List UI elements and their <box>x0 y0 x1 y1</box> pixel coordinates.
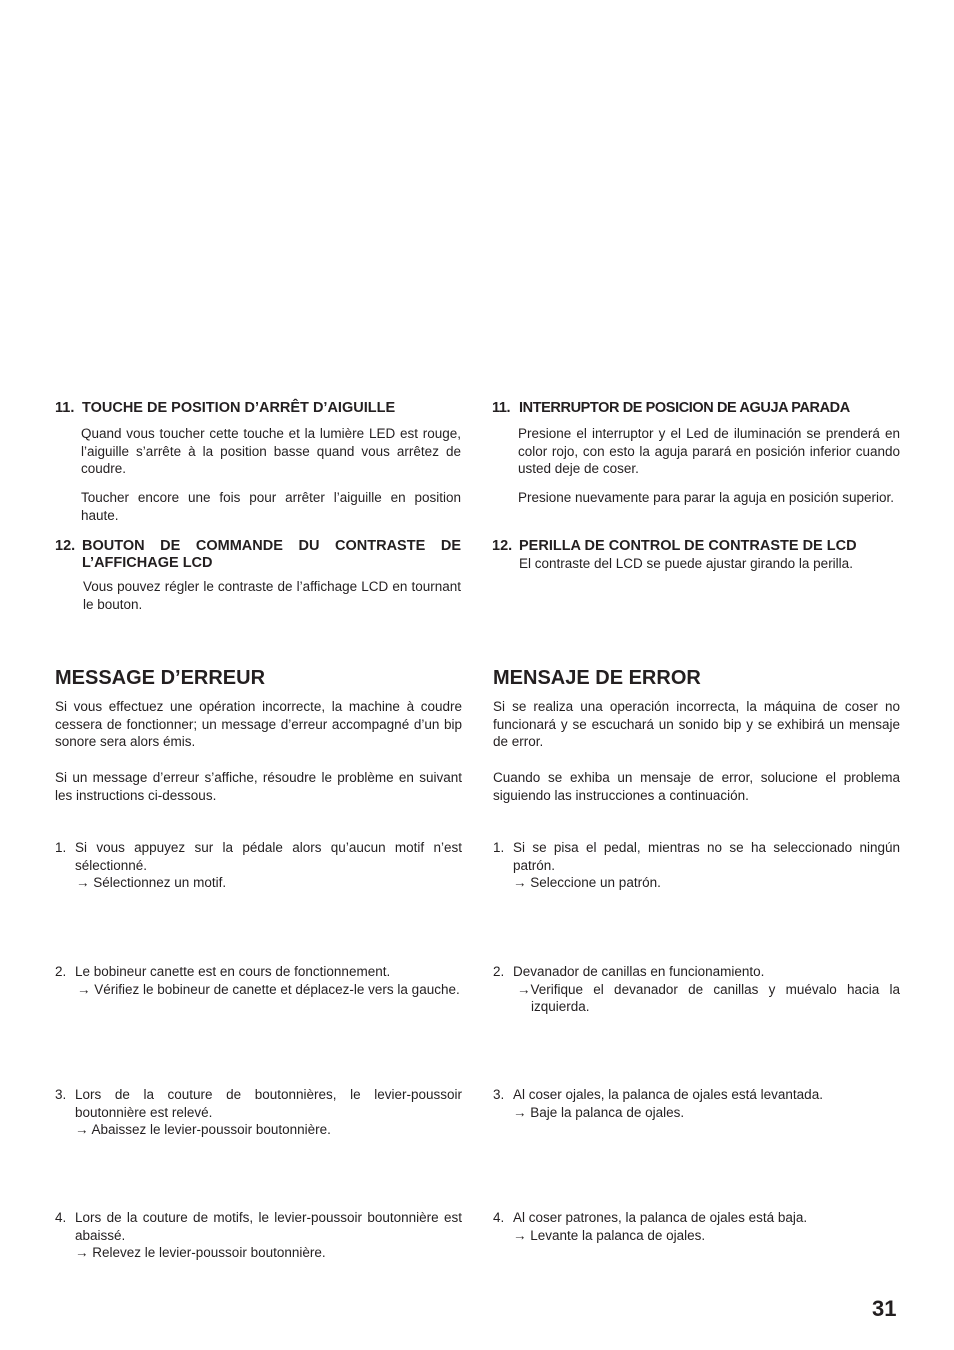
fr-s11-title: TOUCHE DE POSITION D’ARRÊT D’AIGUILLE <box>82 400 396 416</box>
fr-s12-heading <box>55 538 461 572</box>
page-number: 31 <box>872 1296 897 1321</box>
fr-error-item-3 <box>55 1086 462 1139</box>
fr-item-3-action: → Abaissez le levier-poussoir boutonnière. <box>75 1122 331 1137</box>
es-error-item-1 <box>493 839 900 892</box>
es-item-1-text: Si se pisa el pedal, mientras no se ha seleccionado ningún patrón. <box>513 840 900 873</box>
fr-item-2-number: 2. <box>55 964 67 979</box>
es-item-1-number: 1. <box>493 840 505 855</box>
es-error-item-4 <box>493 1209 900 1244</box>
es-item-2-number: 2. <box>493 964 505 979</box>
fr-s12-paragraph: Vous pouvez régler le contraste de l’affichage LCD en tournant le bouton. <box>83 579 461 612</box>
es-item-1-action: → Seleccione un patrón. <box>513 875 661 890</box>
es-s11-paragraph-2: Presione nuevamente para parar la aguja en posición superior. <box>518 490 894 505</box>
fr-error-paragraph-2: Si un message d’erreur s’affiche, résoudre le problème en suivant les instructions ci-dessous. <box>55 770 462 803</box>
es-error-paragraph-2: Cuando se exhiba un mensaje de error, solucione el problema siguiendo las instrucciones a continuación. <box>493 770 900 803</box>
es-error-heading: MENSAJE DE ERROR <box>493 667 701 689</box>
es-error-item-3 <box>493 1086 900 1121</box>
fr-s12-number: 12. <box>55 538 76 554</box>
es-s11-number: 11. <box>492 400 511 416</box>
es-s12-paragraph: El contraste del LCD se puede ajustar girando la perilla. <box>519 556 853 571</box>
es-item-3-action: → Baje la palanca de ojales. <box>513 1104 685 1120</box>
fr-item-1-number: 1. <box>55 840 67 855</box>
es-item-4-action: → Levante la palanca de ojales. <box>513 1227 706 1243</box>
es-item-3-number: 3. <box>493 1087 505 1102</box>
fr-error-item-4 <box>55 1209 462 1262</box>
es-s11-paragraph-1: Presione el interruptor y el Led de iluminación se prenderá en color rojo, con esto la aguja parará en posición inferior cuando usted deje de coser. <box>518 426 900 476</box>
fr-error-paragraph-1: Si vous effectuez une opération incorrecte, la machine à coudre cessera de fonctionner; un message d’erreur accompagné d’un bip sonore sera alors émis. <box>55 699 462 749</box>
es-item-3-text: Al coser ojales, la palanca de ojales está levantada. <box>513 1087 823 1102</box>
es-s11-title: INTERRUPTOR DE POSICION DE AGUJA PARADA <box>519 400 850 416</box>
fr-item-4-action: → Relevez le levier-poussoir boutonnière. <box>75 1245 326 1260</box>
fr-s11-number: 11. <box>55 400 75 416</box>
fr-s11-paragraph-1: Quand vous toucher cette touche et la lumière LED est rouge, l’aiguille s’arrête à la position basse quand vous arrêtez de coudre. <box>81 426 461 476</box>
es-error-item-2 <box>493 963 900 1016</box>
es-item-2-text: Devanador de canillas en funcionamiento. <box>513 964 765 979</box>
es-error-paragraph-1: Si se realiza una operación incorrecta, la máquina de coser no funcionará y se escuchará un sonido bip y se exhibirá un mensaje de error. <box>493 699 900 749</box>
fr-item-4-text: Lors de la couture de motifs, le levier-poussoir boutonnière est abaissé. <box>75 1210 462 1243</box>
es-item-4-number: 4. <box>493 1210 505 1225</box>
es-item-4-text: Al coser patrones, la palanca de ojales está baja. <box>513 1210 808 1225</box>
es-s11-heading <box>492 400 912 417</box>
es-s12-title: PERILLA DE CONTROL DE CONTRASTE DE LCD <box>519 538 857 554</box>
fr-error-item-1 <box>55 839 462 892</box>
fr-item-4-number: 4. <box>55 1210 67 1225</box>
es-s12-heading <box>492 538 912 555</box>
fr-item-1-action: → Sélectionnez un motif. <box>76 875 227 890</box>
fr-item-3-number: 3. <box>55 1087 67 1102</box>
fr-item-2-text: Le bobineur canette est en cours de fonctionnement. <box>75 964 391 979</box>
fr-item-1-text: Si vous appuyez sur la pédale alors qu’aucun motif n’est sélectionné. <box>75 840 462 873</box>
fr-s12-title: BOUTON DE COMMANDE DU CONTRASTE DE L’AFFICHAGE LCD <box>82 538 461 571</box>
fr-error-heading: MESSAGE D’ERREUR <box>55 667 266 689</box>
es-s12-number: 12. <box>492 538 513 554</box>
fr-item-3-text: Lors de la couture de boutonnières, le levier-poussoir boutonnière est relevé. <box>75 1087 462 1120</box>
fr-s11-paragraph-2: Toucher encore une fois pour arrêter l’aiguille en position haute. <box>81 490 461 523</box>
es-item-2-action: →Verifique el devanador de canillas y muévalo hacia la izquierda. <box>517 981 900 1014</box>
fr-s11-heading <box>55 400 465 417</box>
fr-error-item-2 <box>55 963 462 998</box>
fr-item-2-action: → Vérifiez le bobineur de canette et déplacez-le vers la gauche. <box>77 981 460 997</box>
